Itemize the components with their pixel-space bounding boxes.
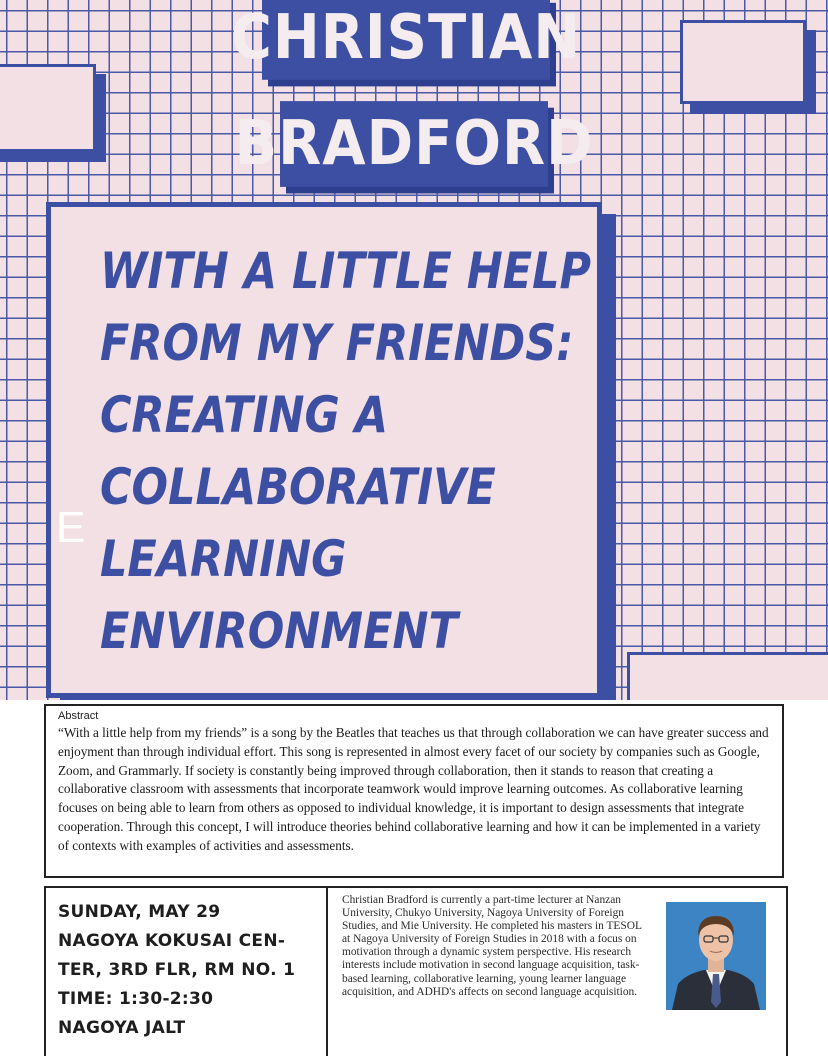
event-venue-line-1: NAGOYA KOKUSAI CEN- [58, 931, 286, 951]
event-organizer: NAGOYA JALT [58, 1018, 186, 1038]
event-venue-line-2: TER, 3RD FLR, RM NO. 1 [58, 960, 296, 980]
title-line: ENVIRONMENT [100, 602, 458, 660]
speaker-bio-section [326, 886, 788, 1056]
presentation-title [100, 235, 600, 667]
event-date: SUNDAY, MAY 29 [58, 902, 221, 922]
stray-letter: E [56, 503, 86, 552]
speaker-first-name: CHRISTIAN [262, 0, 550, 80]
title-line: COLLABORATIVE [100, 458, 496, 516]
speaker-bio: Christian Bradford is currently a part-time lecturer at Nanzan University, Chukyo University, Nagoya University of Foreign Studies, and Mie University. He completed his masters in TESOL at Nagoya University of Foreign Studies in 2018 with a focus on motivation through a dynamic system perspective. His research interests include motivation in second language acquisition, task-based learning, collaborative learning, young learner language acquisition, and ADHD's affects on second language acquisition. [342, 894, 642, 998]
decorative-frame-left [0, 64, 96, 152]
event-details [44, 886, 326, 1056]
event-time: TIME: 1:30-2:30 [58, 989, 214, 1009]
title-line: LEARNING [100, 530, 347, 588]
title-line: WITH A LITTLE HELP [100, 242, 592, 300]
speaker-photo [666, 902, 766, 1010]
abstract-label: Abstract [58, 710, 99, 722]
speaker-last-name: BRADFORD [280, 101, 548, 187]
abstract-section [44, 704, 784, 878]
decorative-frame-right [680, 20, 806, 104]
abstract-text: “With a little help from my friends” is a song by the Beatles that teaches us that through collaboration we can have greater success and enjoyment than through individual effort. This song is represented in almost every facet of our society by companies such as Google, Zoom, and Grammarly. If society is constantly being improved through collaboration, then it stands to reason that creating a collaborative classroom with assessments that incorporate teamwork would improve learning outcomes. As collaborative learning focuses on being able to learn from others as opposed to individual knowledge, it is important to design assessments that integrate cooperation. Through this concept, I will introduce theories behind collaborative learning and how it can be implemented in a variety of contexts with examples of activities and assessments. [58, 725, 769, 853]
decorative-frame-bottom-right [627, 652, 828, 700]
title-line: CREATING A [100, 386, 389, 444]
title-line: FROM MY FRIENDS: [100, 314, 574, 372]
